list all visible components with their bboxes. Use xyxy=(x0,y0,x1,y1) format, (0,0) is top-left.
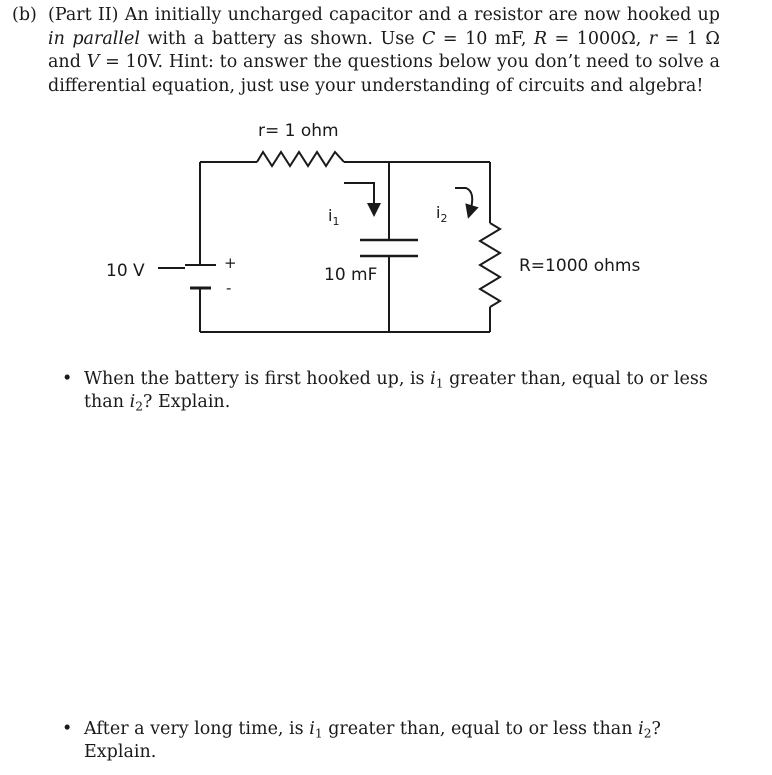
resistance-value: = 1000Ω, xyxy=(554,28,642,49)
i2-label: $i_2$ xyxy=(436,203,448,225)
battery-minus: - xyxy=(226,279,232,297)
i1-arrow-icon xyxy=(344,183,374,210)
i1-label: $i_1$ xyxy=(328,206,340,228)
problem-intro: (Part II) An initially uncharged capacitor and a resistor are now hooked up xyxy=(48,5,720,25)
internal-resistance-symbol: r xyxy=(648,28,658,49)
problem-body xyxy=(48,4,720,98)
problem-text-after: with a battery as shown. Use xyxy=(147,28,415,49)
r-label: r= 1 ohm xyxy=(258,121,339,141)
capacitance-value: = 10 mF, xyxy=(442,28,527,49)
hint-text: Hint: to answer the questions below you don’t need to solve a differential equation, just use your understanding of circuits and algebra! xyxy=(48,52,720,96)
question-2 xyxy=(62,718,722,764)
resistor-r-zigzag xyxy=(257,152,344,166)
battery-plus: + xyxy=(224,254,237,272)
problem-statement xyxy=(12,4,720,98)
question-1-text: When the battery is first hooked up, is $i_1$ greater than, equal to or less than $i_2$? Explain. xyxy=(84,369,708,414)
bullet-icon: • xyxy=(62,719,73,739)
capacitor-label: 10 mF xyxy=(324,265,378,285)
resistance-symbol: R xyxy=(533,28,548,49)
emphasis-parallel: parallel xyxy=(72,28,140,49)
capacitance-symbol: C xyxy=(422,28,436,49)
bullet-icon: • xyxy=(62,369,73,389)
voltage-symbol: V xyxy=(86,52,100,72)
resistor-R-zigzag xyxy=(480,223,500,307)
resistor-R-label: R=1000 ohms xyxy=(519,256,641,276)
circuit-diagram xyxy=(0,110,772,360)
question-1 xyxy=(62,368,722,414)
i2-arrow-icon xyxy=(455,188,472,212)
problem-label: (b) xyxy=(12,5,37,25)
emphasis-in: in xyxy=(48,28,65,49)
battery-label: 10 V xyxy=(106,261,145,281)
voltage-value: = 10V. xyxy=(105,52,164,72)
internal-resistance-value: = 1 Ω and xyxy=(48,28,720,72)
question-2-text: After a very long time, is $i_1$ greater than, equal to or less than $i_2$? Explain. xyxy=(84,719,661,762)
